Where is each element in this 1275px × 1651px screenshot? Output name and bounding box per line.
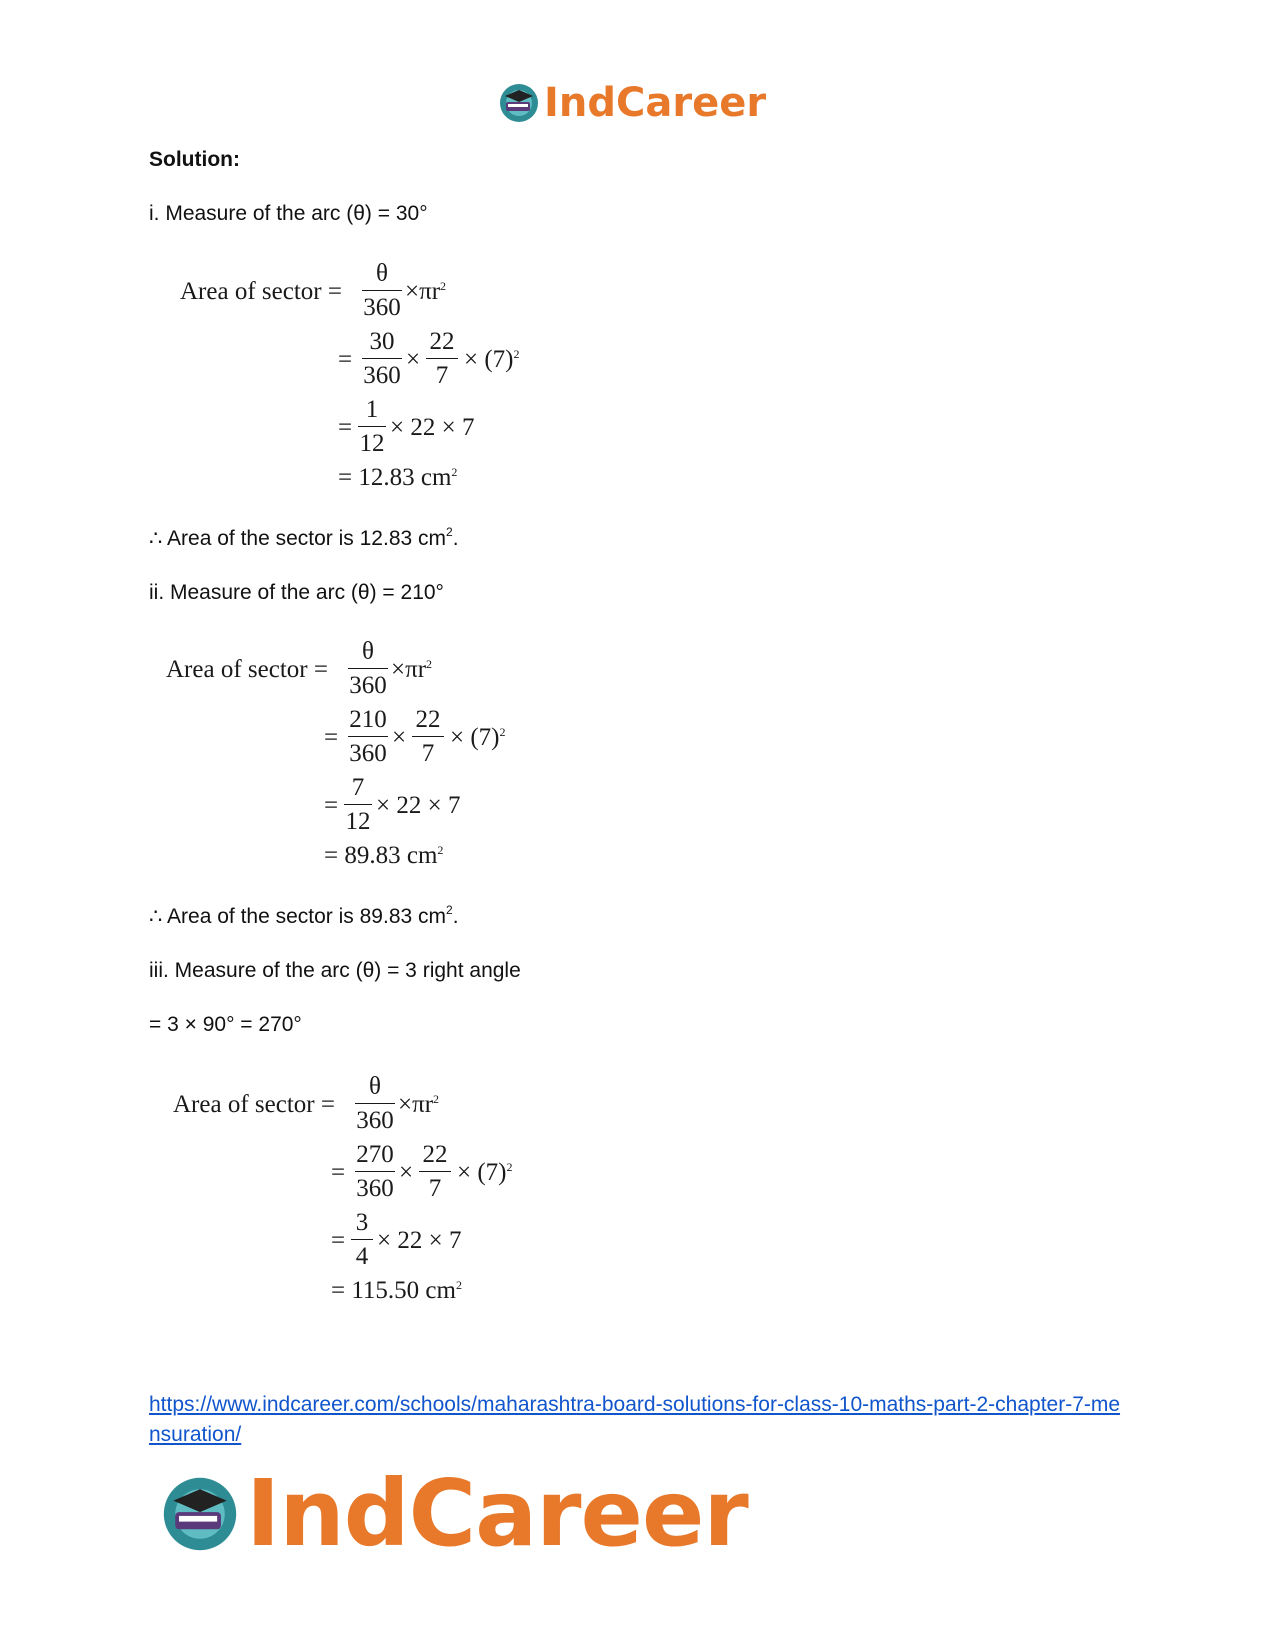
- fraction: 7 12: [345, 774, 371, 835]
- times: ×: [399, 1159, 414, 1186]
- result-line: = 115.50 $cm^2$: [331, 1277, 462, 1304]
- part3-arc-line: iii. Measure of the arc (θ) = 3 right angle: [149, 959, 521, 982]
- result-line: = 12.83 $cm^2$: [338, 464, 458, 491]
- logo-wordmark: IndCareer: [246, 1460, 748, 1567]
- part1-arc-line: i. Measure of the arc (θ) = 30°: [149, 202, 428, 225]
- formula-label: Area of sector =: [180, 278, 342, 305]
- graduation-book-icon: [498, 82, 540, 124]
- formula-label: Area of sector =: [166, 656, 328, 683]
- equals: =: [331, 1159, 346, 1186]
- formula-tail: × $(7)^2$: [450, 724, 506, 751]
- indcareer-logo-bottom: [160, 1460, 748, 1567]
- formula-label: Area of sector =: [173, 1091, 335, 1118]
- graduation-book-icon: [160, 1474, 240, 1554]
- equals: =: [324, 792, 339, 819]
- part3-arc-line-2: = 3 × 90° = 270°: [149, 1013, 302, 1036]
- fraction: 210 360: [349, 706, 387, 767]
- fraction: θ 360: [356, 1073, 394, 1134]
- part2-arc-line: ii. Measure of the arc (θ) = 210°: [149, 581, 444, 604]
- part1-conclusion: ∴ Area of the sector is 12.83 $cm^2$.: [149, 525, 459, 550]
- logo-wordmark: IndCareer: [544, 80, 767, 126]
- part2-conclusion: ∴ Area of the sector is 89.83 $cm^2$.: [149, 903, 459, 928]
- fraction: 3 4: [351, 1209, 373, 1271]
- formula-tail: × $(7)^2$: [464, 346, 520, 373]
- times: ×: [392, 724, 407, 751]
- formula-tail: $\times\pi r^2$: [391, 656, 433, 683]
- equals: =: [338, 346, 353, 373]
- fraction: 22 7: [426, 328, 458, 390]
- formula-tail: $\times\pi r^2$: [405, 278, 447, 305]
- fraction: 30 360: [363, 328, 401, 389]
- formula-tail: × 22 × 7: [390, 414, 475, 441]
- source-link[interactable]: https://www.indcareer.com/schools/maharashtra-board-solutions-for-class-10-maths-part-2-chapter-7-mensuration/: [149, 1393, 1121, 1446]
- fraction: 270 360: [356, 1141, 394, 1202]
- formula-tail: × 22 × 7: [377, 1227, 462, 1254]
- times: ×: [406, 346, 421, 373]
- equals: =: [338, 414, 353, 441]
- fraction: θ 360: [349, 638, 387, 699]
- result-line: = 89.83 $cm^2$: [324, 842, 444, 869]
- part3-formula: [173, 1073, 553, 1313]
- fraction: 1 12: [359, 396, 385, 457]
- fraction: 22 7: [419, 1141, 451, 1203]
- equals: =: [331, 1227, 346, 1254]
- formula-tail: $\times\pi r^2$: [398, 1091, 440, 1118]
- part1-formula: [180, 260, 560, 500]
- fraction: θ 360: [363, 260, 401, 321]
- equals: =: [324, 724, 339, 751]
- part2-formula: [166, 638, 546, 878]
- formula-tail: × 22 × 7: [376, 792, 461, 819]
- indcareer-logo-top: [498, 80, 766, 126]
- fraction: 22 7: [412, 706, 444, 768]
- solution-heading: Solution:: [149, 148, 240, 171]
- formula-tail: × $(7)^2$: [457, 1159, 513, 1186]
